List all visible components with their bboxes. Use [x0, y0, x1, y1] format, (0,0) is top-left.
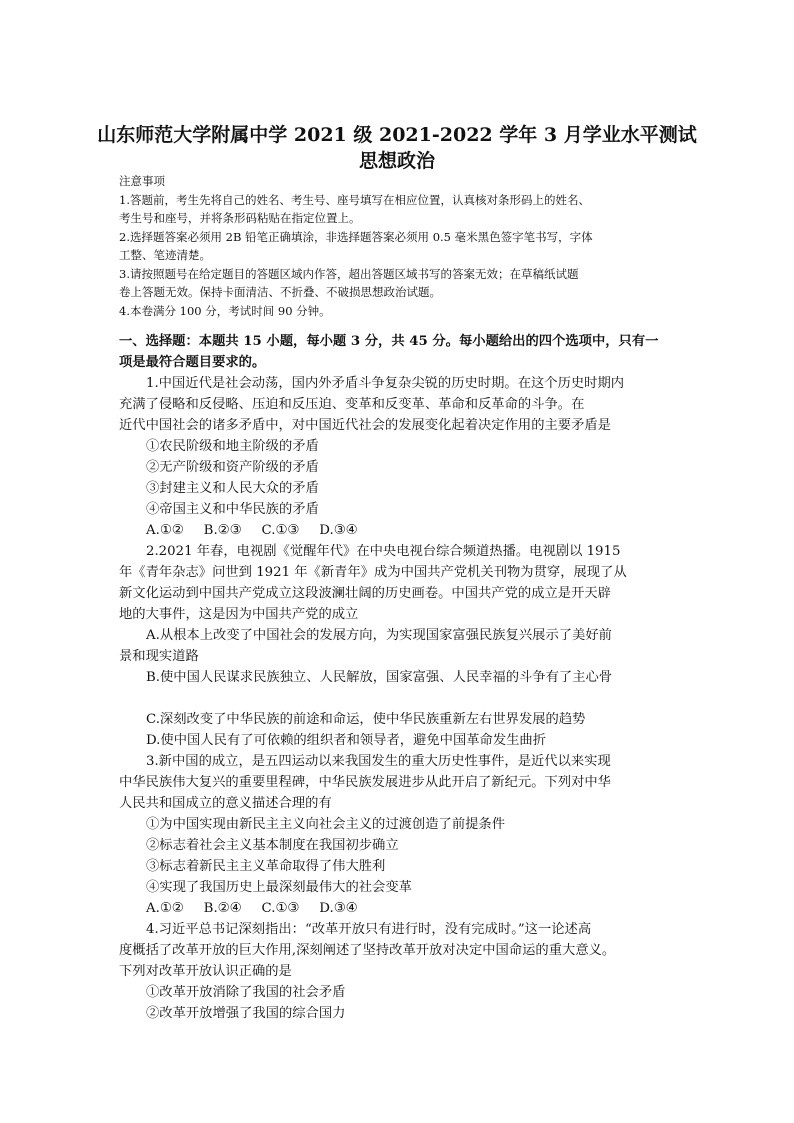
instruction-line: 考生号和座号，并将条形码粘贴在指定位置上。: [119, 211, 361, 225]
option-item: ②标志着社会主义基本制度在我国初步确立: [146, 838, 399, 853]
answer-choices: [119, 898, 679, 919]
instructions: [119, 172, 679, 320]
question-2-stem: 2.2021 年春，电视剧《觉醒年代》在中央电视台综合频道热播。电视剧以 1915: [146, 544, 621, 559]
option-item: ②无产阶级和资产阶级的矛盾: [146, 460, 319, 475]
question-stem-line: 充满了侵略和反侵略、压迫和反压迫、变革和反变革、革命和反革命的斗争。在: [119, 397, 585, 412]
section-heading: 一、选择题：本题共 15 小题，每小题 3 分，共 45 分。每小题给出的四个选项中，只有一: [119, 334, 659, 349]
blank-line: [119, 688, 679, 709]
option-item: ④帝国主义和中华民族的矛盾: [146, 502, 319, 517]
choice-a: A.①②: [146, 523, 184, 538]
option-item: ③标志着新民主主义革命取得了伟大胜利: [146, 859, 386, 874]
question-stem-line: 度概括了改革开放的巨大作用,深刻阐述了坚持改革开放对决定中国命运的重大意义。: [119, 943, 616, 958]
choice-c: C.①③: [261, 901, 300, 916]
question-1-stem: 1.中国近代是社会动荡，国内外矛盾斗争复杂尖锐的历史时期。在这个历史时期内: [146, 376, 625, 391]
question-stem-line: 年《青年杂志》问世到 1921 年《新青年》成为中国共产党机关刊物为贯穿，展现了从: [119, 565, 627, 580]
instruction-line: 1.答题前，考生先将自己的姓名、考生号、座号填写在相应位置，认真核对条形码上的姓名、: [119, 192, 590, 207]
choice-b: B.②③: [203, 523, 242, 538]
choice-d: D.③④: [319, 901, 358, 916]
instruction-line: 3.请按照题号在给定题目的答题区域内作答，超出答题区域书写的答案无效；在草稿纸试题: [119, 266, 579, 281]
choice-c: C.①③: [261, 523, 300, 538]
choice-a-text: A.从根本上改变了中国社会的发展方向，为实现国家富强民族复兴展示了美好前: [146, 628, 612, 643]
question-3-stem: 3.新中国的成立，是五四运动以来我国发生的重大历史性事件，是近代以来实现: [146, 754, 611, 769]
option-item: ②改革开放增强了我国的综合国力: [146, 1006, 346, 1021]
instruction-line: 工整、笔迹清楚。: [119, 248, 211, 262]
exam-body: [119, 331, 679, 1024]
question-stem-line: 下列对改革开放认识正确的是: [119, 964, 292, 979]
question-stem-line: 近代中国社会的诸多矛盾中，对中国近代社会的发展变化起着决定作用的主要矛盾是: [119, 418, 611, 433]
choice-d: D.③④: [319, 523, 358, 538]
exam-title: 山东师范大学附属中学 2021 级 2021-2022 学年 3 月学业水平测试: [97, 124, 697, 146]
instruction-line: 卷上答题无效。保持卡面清洁、不折叠、不破损思想政治试题。: [119, 285, 441, 299]
question-stem-line: 地的大事件，这是因为中国共产党的成立: [119, 607, 359, 622]
option-item: ①农民阶级和地主阶级的矛盾: [146, 439, 319, 454]
option-item: ①改革开放消除了我国的社会矛盾: [146, 985, 346, 1000]
question-stem-line: 中华民族伟大复兴的重要里程碑，中华民族发展进步从此开启了新纪元。下列对中华: [119, 775, 611, 790]
instructions-heading: 注意事项: [119, 174, 165, 188]
section-heading: 项是最符合题目要求的。: [119, 355, 266, 370]
option-item: ③封建主义和人民大众的矛盾: [146, 481, 319, 496]
answer-choices: [119, 520, 679, 541]
option-item: ①为中国实现由新民主主义向社会主义的过渡创造了前提条件: [146, 817, 506, 832]
option-item: ④实现了我国历史上最深刻最伟大的社会变革: [146, 880, 412, 895]
instruction-line: 4.本卷满分 100 分，考试时间 90 分钟。: [119, 303, 331, 318]
choice-b: B.②④: [203, 901, 242, 916]
choice-c-text: C.深刻改变了中华民族的前途和命运，使中华民族重新左右世界发展的趋势: [146, 712, 586, 727]
choice-a: A.①②: [146, 901, 184, 916]
question-stem-line: 人民共和国成立的意义描述合理的有: [119, 796, 332, 811]
instruction-line: 2.选择题答案必须用 2B 铅笔正确填涂，非选择题答案必须用 0.5 毫米黑色签字笔书写，字体: [119, 229, 593, 244]
choice-b-text: B.使中国人民谋求民族独立、人民解放，国家富强、人民幸福的斗争有了主心骨: [146, 670, 613, 685]
question-stem-line: 新文化运动到中国共产党成立这段波澜壮阔的历史画卷。中国共产党的成立是开天辟: [119, 586, 611, 601]
choice-a-text-cont: 景和现实道路: [119, 649, 199, 664]
subject-title: 思想政治: [358, 150, 435, 172]
choice-d-text: D.使中国人民有了可依赖的组织者和领导者，避免中国革命发生曲折: [146, 733, 547, 748]
question-4-stem: 4.习近平总书记深刻指出：“改革开放只有进行时，没有完成时。”这一论述高: [146, 922, 592, 937]
